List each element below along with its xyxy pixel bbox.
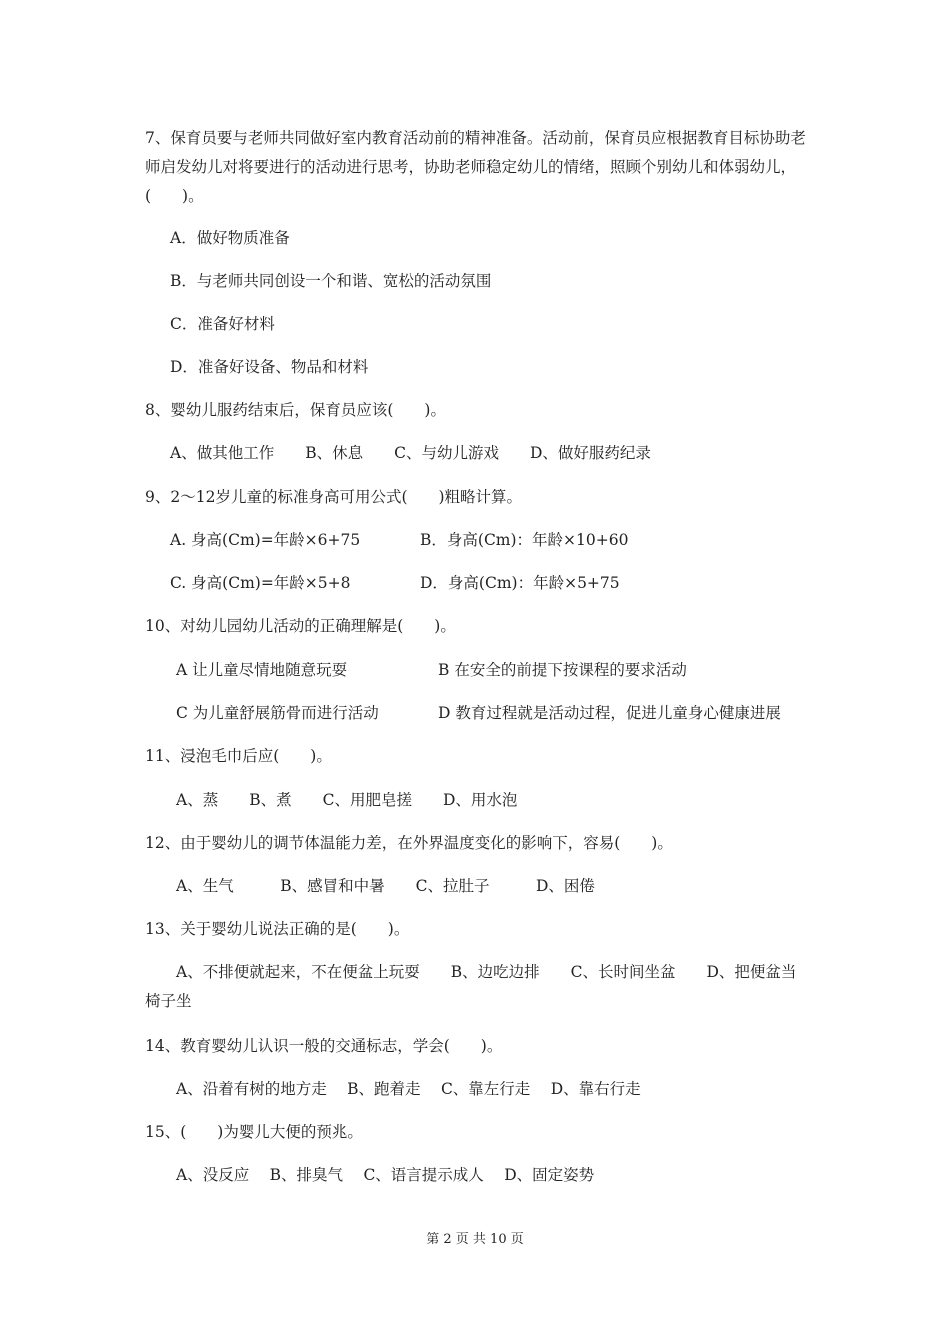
question-9-option-a: A. 身高(Cm)=年龄×6+75 <box>170 531 361 549</box>
question-15-options: A、没反应 B、排臭气 C、语言提示成人 D、固定姿势 <box>176 1166 595 1184</box>
question-14-stem: 14、教育婴幼儿认识一般的交通标志，学会( )。 <box>145 1037 503 1055</box>
question-12-stem: 12、由于婴幼儿的调节体温能力差，在外界温度变化的影响下，容易( )。 <box>145 834 673 852</box>
question-8-stem: 8、婴幼儿服药结束后，保育员应该( )。 <box>145 401 446 419</box>
question-9-option-b: B．身高(Cm)：年龄×10+60 <box>420 531 629 549</box>
question-7-option-d: D．准备好设备、物品和材料 <box>170 358 369 376</box>
question-12-options: A、生气 B、感冒和中暑 C、拉肚子 D、困倦 <box>176 877 595 895</box>
question-9-stem: 9、2～12岁儿童的标准身高可用公式( )粗略计算。 <box>145 488 523 506</box>
question-10-option-a: A 让儿童尽情地随意玩耍 <box>176 661 348 679</box>
question-9-option-c: C. 身高(Cm)=年龄×5+8 <box>170 574 351 592</box>
question-7-option-c: C．准备好材料 <box>170 315 275 333</box>
question-11-options: A、蒸 B、煮 C、用肥皂搓 D、用水泡 <box>176 791 518 809</box>
question-10-option-d: D 教育过程就是活动过程，促进儿童身心健康进展 <box>438 704 781 722</box>
question-13-stem: 13、关于婴幼儿说法正确的是( )。 <box>145 920 410 938</box>
question-8-options: A、做其他工作 B、休息 C、与幼儿游戏 D、做好服药纪录 <box>170 444 651 462</box>
question-7-option-a: A．做好物质准备 <box>170 229 290 247</box>
question-10-option-b: B 在安全的前提下按课程的要求活动 <box>438 661 687 679</box>
question-7-stem: 7、保育员要与老师共同做好室内教育活动前的精神准备。活动前，保育员应根据教育目标协助老师启发幼儿对将要进行的活动进行思考，协助老师稳定幼儿的情绪，照顾个别幼儿和体弱幼儿，( )。 <box>145 129 806 205</box>
question-14-options: A、沿着有树的地方走 B、跑着走 C、靠左行走 D、靠右行走 <box>176 1080 641 1098</box>
question-9-option-d: D．身高(Cm)：年龄×5+75 <box>420 574 620 592</box>
question-10-option-c: C 为儿童舒展筋骨而进行活动 <box>176 704 379 722</box>
question-10-stem: 10、对幼儿园幼儿活动的正确理解是( )。 <box>145 617 456 635</box>
question-13-options: A、不排便就起来，不在便盆上玩耍 B、边吃边排 C、长时间坐盆 D、把便盆当椅子坐 <box>145 963 797 1010</box>
question-7-option-b: B．与老师共同创设一个和谐、宽松的活动氛围 <box>170 272 492 290</box>
question-15-stem: 15、( )为婴儿大便的预兆。 <box>145 1123 363 1141</box>
page-footer: 第 2 页 共 10 页 <box>426 1232 524 1247</box>
question-11-stem: 11、浸泡毛巾后应( )。 <box>145 747 332 765</box>
